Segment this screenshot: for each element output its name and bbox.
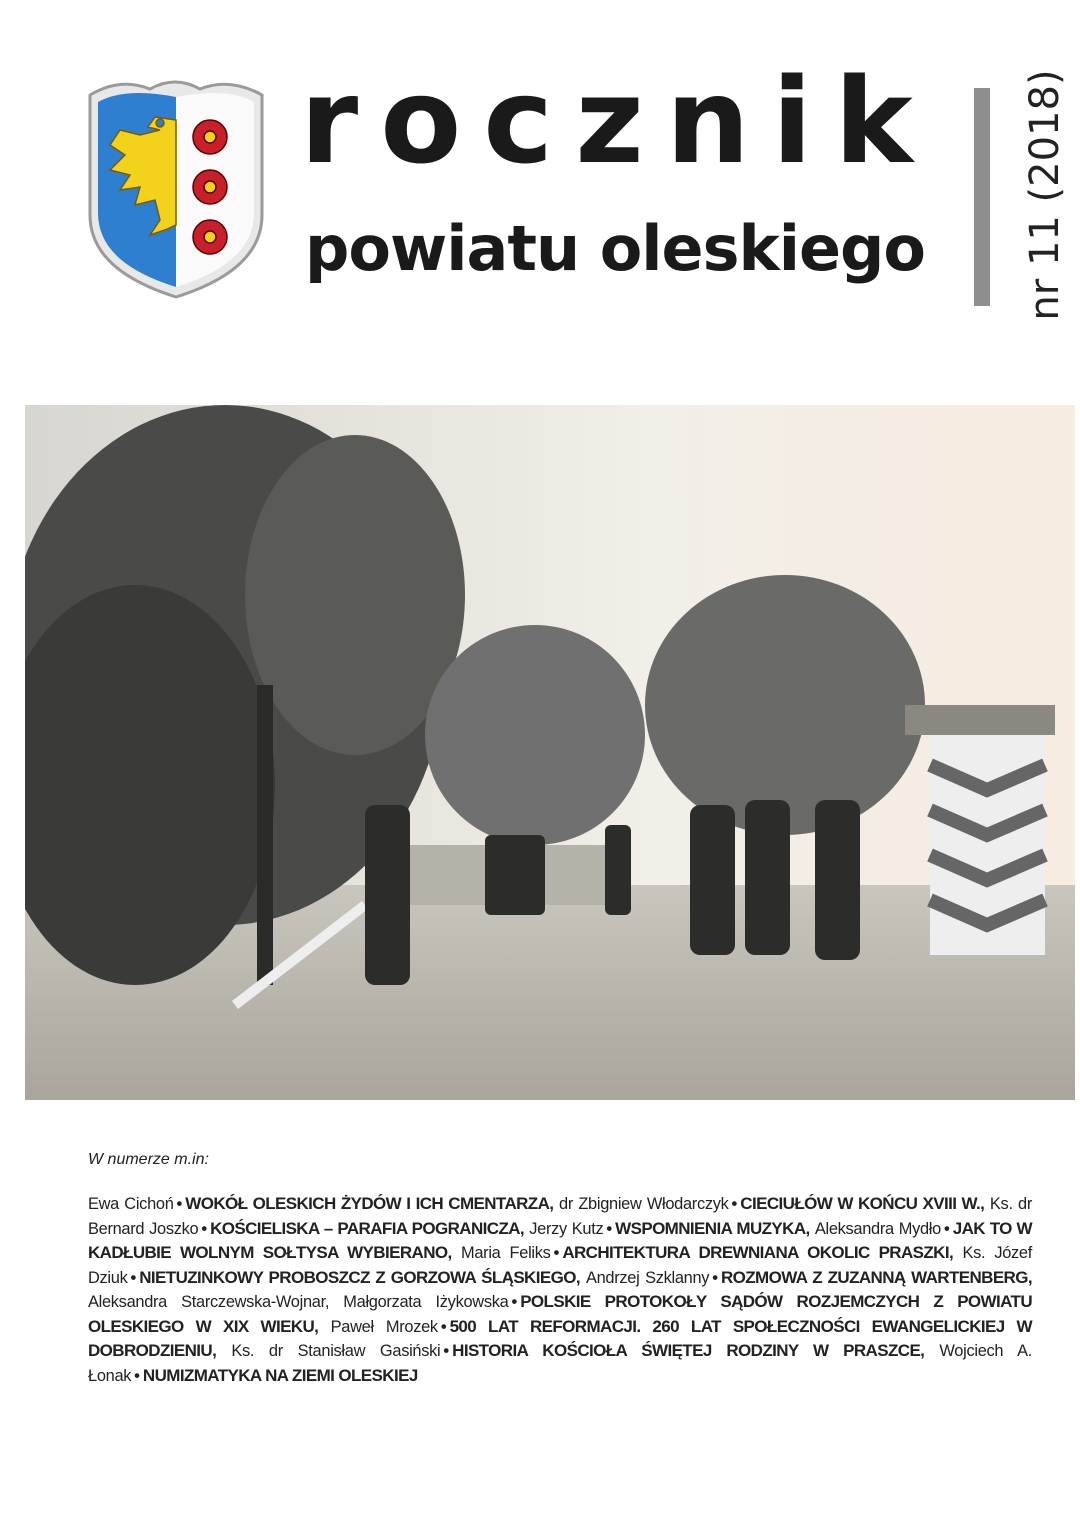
bullet-separator: • bbox=[201, 1219, 208, 1238]
article-title: CIECIUŁÓW W KOŃCU XVIII W., bbox=[740, 1194, 985, 1213]
bullet-separator: • bbox=[606, 1219, 613, 1238]
bullet-separator: • bbox=[943, 1219, 950, 1238]
table-of-contents bbox=[88, 1192, 1032, 1388]
bullet-separator: • bbox=[134, 1366, 140, 1385]
magazine-title: rocznik bbox=[300, 52, 935, 190]
article-author: dr Zbigniew Włodarczyk bbox=[559, 1195, 729, 1213]
article-author: Aleksandra Starczewska-Wojnar, Małgorzata Iżykowska bbox=[88, 1293, 509, 1311]
bullet-separator: • bbox=[440, 1317, 447, 1336]
bullet-separator: • bbox=[553, 1244, 560, 1262]
article-title: KOŚCIELISKA – PARAFIA POGRANICZA, bbox=[210, 1218, 525, 1238]
article-author: Wojciech A. Łonak bbox=[88, 1342, 1033, 1385]
article-author: Aleksandra Mydło bbox=[814, 1219, 941, 1238]
bullet-separator: • bbox=[443, 1342, 450, 1360]
article-author: Ks. dr Bernard Joszko bbox=[88, 1195, 1032, 1238]
bullet-separator: • bbox=[731, 1195, 738, 1213]
article-author: Maria Feliks bbox=[461, 1244, 551, 1262]
bullet-separator: • bbox=[176, 1195, 183, 1213]
magazine-subtitle: powiatu oleskiego bbox=[305, 212, 926, 285]
article-title: WSPOMNIENIA MUZYKA, bbox=[615, 1218, 810, 1238]
coat-of-arms bbox=[80, 75, 270, 300]
article-author: Ks. dr Stanisław Gasiński bbox=[231, 1342, 441, 1360]
article-author: Ks. Józef Dziuk bbox=[88, 1244, 1033, 1287]
article-title: HISTORIA KOŚCIOŁA ŚWIĘTEJ RODZINY W PRASZCE, bbox=[452, 1341, 925, 1360]
article-author: Paweł Mrozek bbox=[330, 1317, 438, 1336]
divider-bar bbox=[974, 88, 990, 306]
bullet-separator: • bbox=[130, 1268, 137, 1287]
article-title: ROZMOWA Z ZUZANNĄ WARTENBERG, bbox=[720, 1267, 1032, 1287]
issue-number: nr 11 (2018) bbox=[1022, 69, 1068, 321]
article-title: JAK TO W KADŁUBIE WOLNYM SOŁTYSA WYBIERANO, bbox=[88, 1218, 1032, 1262]
bullet-separator: • bbox=[511, 1293, 518, 1311]
bullet-separator: • bbox=[712, 1268, 718, 1287]
article-title: NIETUZINKOWY PROBOSZCZ Z GORZOWA ŚLĄSKIEGO, bbox=[139, 1267, 580, 1287]
article-author: Andrzej Szklanny bbox=[585, 1268, 710, 1287]
article-author: Ewa Cichoń bbox=[88, 1195, 174, 1213]
article-title: 500 LAT REFORMACJI. 260 LAT SPOŁECZNOŚCI EWANGELICKIEJ W DOBRODZIENIU, bbox=[88, 1316, 1032, 1360]
article-title: NUMIZMATYKA NA ZIEMI OLESKIEJ bbox=[142, 1365, 418, 1385]
cover-photo bbox=[25, 405, 1075, 1100]
article-title: WOKÓŁ OLESKICH ŻYDÓW I ICH CMENTARZA, bbox=[185, 1194, 554, 1213]
article-author: Jerzy Kutz bbox=[529, 1219, 604, 1238]
contents-lead: W numerze m.in: bbox=[88, 1151, 209, 1168]
rose-icon bbox=[193, 120, 227, 254]
article-title: POLSKIE PROTOKOŁY SĄDÓW ROZJEMCZYCH Z POWIATU OLESKIEGO W XIX WIEKU, bbox=[88, 1292, 1032, 1336]
article-title: ARCHITEKTURA DREWNIANA OKOLIC PRASZKI, bbox=[562, 1243, 954, 1262]
